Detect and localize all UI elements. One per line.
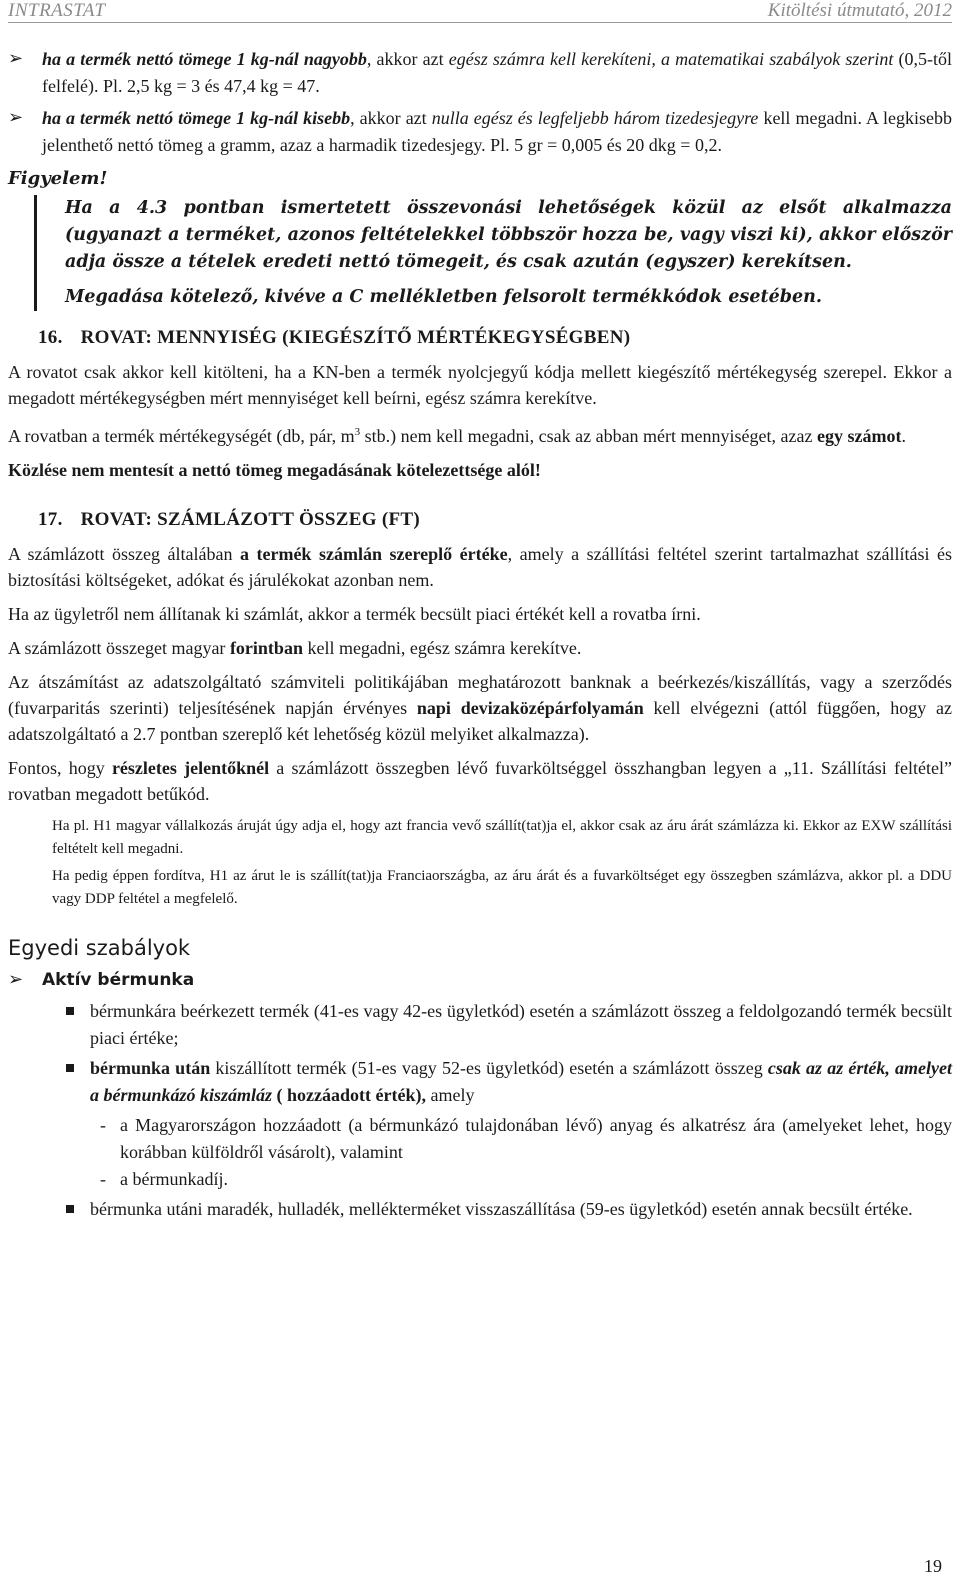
- list-item: [8, 1055, 952, 1109]
- body-text: stb.) nem kell megadni, csak az abban mért mennyiséget, azaz: [360, 426, 817, 446]
- italic-text: egész számra kell kerekíteni, a matematikai szabályok szerint: [448, 49, 894, 69]
- body-text: Fontos, hogy: [8, 758, 112, 778]
- bold-paragraph: Közlése nem mentesít a nettó tömeg megadásának kötelezettsége alól!: [8, 460, 541, 480]
- section-17-title: [38, 509, 952, 531]
- section-number: 16.: [38, 327, 63, 348]
- paragraph: Ha az ügyletről nem állítanak ki számlát, akkor a termék becsült piaci értékét kell a rovatba írni.: [8, 604, 701, 624]
- body-text: bérmunka utáni maradék, hulladék, mellékterméket visszaszállítása (59-es ügyletkód) esetén annak becsült értéke.: [90, 1199, 913, 1219]
- header-subtitle: Kitöltési útmutató, 2012: [767, 0, 952, 21]
- list-item: [8, 1196, 952, 1223]
- square-bullet-icon: [66, 1007, 74, 1015]
- paragraph: [8, 635, 952, 661]
- body-text: , akkor azt: [366, 49, 449, 69]
- section-number: 17.: [38, 509, 63, 530]
- warning-paragraph: Ha a 4.3 pontban ismertetett összevonási lehetőségek közül az elsőt alkalmazza (ugyanazt a terméket, azonos feltételekkel többször hozza be, vagy viszi ki), akkor először adja össze a tételek eredeti nettó tömegeit, és csak azután (egyszer) kerekítsen.: [65, 198, 952, 272]
- body-text: A számlázott összeg általában: [8, 544, 240, 564]
- body-text: kell elvégezni (attól függően, hogy az adatszolgáltató a 2.7 pontban szereplő két lehetőség közül melyiket alkalmazza).: [8, 698, 952, 744]
- square-bullet-icon: [66, 1064, 74, 1072]
- paragraph: [8, 755, 952, 807]
- body-text: kiszállított termék (51-es vagy 52-es ügyletkód) esetén a számlázott összeg: [210, 1058, 768, 1078]
- dash-marker: -: [100, 1115, 106, 1135]
- body-text: Az átszámítást az adatszolgáltató számviteli politikájában meghatározott banknak a beérkezés/kiszállítás, vagy a szerződés (fuvarparitás szerinti) teljesítésének napján érvényes: [8, 672, 952, 718]
- header-title: INTRASTAT: [8, 0, 106, 21]
- bold-text: bérmunka után: [90, 1058, 211, 1078]
- emphasis-text: csak az az érték, amelyet a bérmunkázó kiszámláz: [90, 1058, 953, 1105]
- bold-text: napi devizaközépárfolyamán: [416, 698, 644, 718]
- dash-marker: -: [100, 1169, 106, 1189]
- list-item: [8, 998, 952, 1052]
- body-text: a Magyarországon hozzáadott (a bérmunkázó tulajdonában lévő) anyag és alkatrész ára (amelyeket lehet, hogy korábban külföldről vásárolt), valamint: [120, 1115, 952, 1162]
- section-heading: ROVAT: MENNYISÉG (KIEGÉSZÍTŐ MÉRTÉKEGYSÉGBEN): [80, 327, 631, 348]
- body-text: , akkor azt: [350, 108, 432, 128]
- body-text: A számlázott összeget magyar: [8, 638, 230, 658]
- paragraph: A rovatot csak akkor kell kitölteni, ha a KN-ben a termék nyolcjegyű kódja mellett kiegészítő mértékegység szerepel. Ekkor a megadott mértékegységben mért mennyiséget kell beírni, egész számra kerekítve.: [8, 362, 952, 408]
- page-content: [8, 46, 952, 1226]
- section-16-title: [38, 327, 952, 349]
- body-text: kell megadni, egész számra kerekítve.: [302, 638, 582, 658]
- warning-note: [34, 195, 952, 311]
- paragraph: [8, 669, 952, 747]
- body-text: a bérmunkadíj.: [120, 1169, 228, 1189]
- paragraph: [8, 541, 952, 593]
- body-text: amely: [426, 1085, 475, 1105]
- bold-text: egy számot: [816, 426, 902, 446]
- square-bullet-icon: [66, 1205, 74, 1213]
- page-number: 19: [924, 1556, 942, 1576]
- arrow-bullet-icon: ➢: [8, 48, 24, 69]
- section-heading: ROVAT: SZÁMLÁZOTT ÖSSZEG (FT): [80, 509, 420, 530]
- list-item: [8, 46, 952, 99]
- subsection-label: Aktív bérmunka: [42, 970, 195, 990]
- italic-text: nulla egész és legfeljebb három tizedesjegyre: [431, 108, 759, 128]
- bold-text: a termék számlán szereplő értéke: [239, 544, 508, 564]
- page-header: [8, 0, 952, 23]
- example-text: Ha pedig éppen fordítva, H1 az árut le is szállít(tat)ja Franciaországba, az áru árát és a fuvarköltséget egy összegben számlázva, akkor pl. a DDU vagy DDP feltétel a megfelelő.: [52, 868, 952, 907]
- body-text: bérmunkára beérkezett termék (41-es vagy 42-es ügyletkód) esetén a számlázott összeg a feldolgozandó termék becsült piaci értéke;: [90, 1001, 952, 1048]
- bold-text: ( hozzáadott érték),: [272, 1085, 426, 1105]
- arrow-bullet-icon: ➢: [8, 107, 24, 128]
- list-subitem: [8, 1112, 952, 1166]
- body-text: (0,5-től felfelé). Pl. 2,5 kg = 3 és 47,4 kg = 47.: [42, 49, 953, 96]
- warning-paragraph: Megadása kötelező, kivéve a C mellékletben felsorolt termékkódok esetében.: [65, 287, 822, 307]
- list-subitem: [8, 1166, 952, 1193]
- bold-text: forintban: [229, 638, 303, 658]
- subsection-heading: Egyedi szabályok: [8, 936, 191, 960]
- subsection-bullet: [8, 970, 952, 990]
- arrow-bullet-icon: ➢: [8, 969, 24, 990]
- example-text: Ha pl. H1 magyar vállalkozás áruját úgy adja el, hogy azt francia vevő szállít(tat)ja el, akkor csak az áru árát számlázza ki. Ekkor az EXW szállítási feltételt kell megadni.: [52, 818, 952, 857]
- paragraph: [8, 419, 952, 449]
- body-text: a számlázott összegben lévő fuvarköltséggel összhangban legyen a „11. Szállítási feltétel” rovatban megadott betűkód.: [8, 758, 952, 804]
- body-text: , amely a szállítási feltétel szerint tartalmazhat szállítási és biztosítási költségeket, adókat és járulékokat azonban nem.: [8, 544, 952, 590]
- body-text: .: [901, 426, 906, 446]
- warning-label: Figyelem!: [8, 168, 108, 189]
- superscript: 3: [354, 426, 361, 438]
- list-item: [8, 105, 952, 158]
- emphasis-text: ha a termék nettó tömege 1 kg-nál kisebb: [42, 108, 351, 128]
- bold-text: részletes jelentőknél: [111, 758, 270, 778]
- emphasis-text: ha a termék nettó tömege 1 kg-nál nagyobb: [42, 49, 367, 69]
- body-text: A rovatban a termék mértékegységét (db, pár, m: [8, 426, 355, 446]
- body-text: kell megadni. A legkisebb jelenthető nettó tömeg a gramm, azaz a harmadik tizedesjegy. Pl. 5 gr = 0,005 és 20 dkg = 0,2.: [42, 108, 952, 155]
